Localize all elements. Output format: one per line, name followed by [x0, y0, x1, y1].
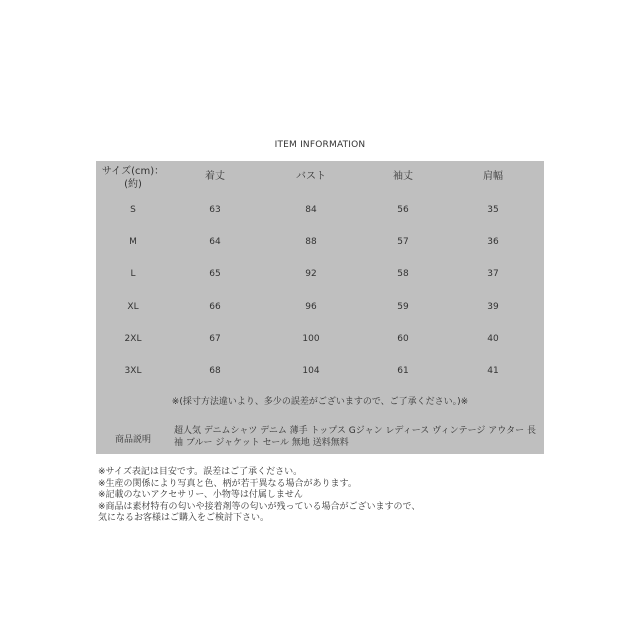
- size-label: L: [130, 269, 136, 279]
- size-table: [96, 161, 544, 454]
- length-value: 63: [209, 205, 221, 215]
- table-row: [96, 365, 544, 385]
- table-row: [96, 333, 544, 353]
- shoulder-value: 35: [487, 205, 499, 215]
- bust-value: 92: [305, 269, 317, 279]
- header-size-line1: サイズ(cm)：: [101, 166, 165, 177]
- sleeve-value: 56: [397, 205, 409, 215]
- table-row: [96, 204, 544, 224]
- header-size: [96, 165, 170, 191]
- shoulder-value: 39: [487, 302, 499, 312]
- shoulder-value: 37: [487, 269, 499, 279]
- footnote: 気になるお客様はご購入をご検討下さい。: [98, 513, 270, 523]
- bust-value: 96: [305, 302, 317, 312]
- length-value: 66: [209, 302, 221, 312]
- bust-value: 84: [305, 205, 317, 215]
- header-length: 着丈: [205, 171, 225, 182]
- length-value: 67: [209, 334, 221, 344]
- table-row: [96, 268, 544, 288]
- bust-value: 104: [302, 366, 320, 376]
- sleeve-value: 58: [397, 269, 409, 279]
- item-information-title: ITEM INFORMATION: [274, 140, 366, 150]
- description-label: 商品説明: [114, 435, 151, 445]
- length-value: 68: [209, 366, 221, 376]
- footnotes: [98, 467, 558, 525]
- size-label: 2XL: [124, 334, 142, 344]
- sleeve-value: 61: [397, 366, 409, 376]
- header-shoulder: 肩幅: [483, 171, 503, 182]
- description-text: 超人気 デニムシャツ デニム 薄手 トップス Gジャン レディース ヴィンテージ アウター 長袖 ブルー ジャケット セール 無地 送料無料: [174, 426, 537, 448]
- table-row: [96, 301, 544, 321]
- sleeve-value: 57: [397, 237, 409, 247]
- footnote: ※サイズ表記は目安です。誤差はご了承ください。: [98, 467, 303, 477]
- shoulder-value: 36: [487, 237, 499, 247]
- sleeve-value: 59: [397, 302, 409, 312]
- header-sleeve: 袖丈: [393, 171, 413, 182]
- length-value: 64: [209, 237, 221, 247]
- size-label: S: [130, 205, 136, 215]
- header-bust: バスト: [296, 171, 326, 182]
- size-label: XL: [127, 302, 139, 312]
- footnote: ※生産の関係により写真と色、柄が若干異なる場合があります。: [98, 478, 357, 489]
- footnote: ※記載のないアクセサリー、小物等は付属しません: [98, 490, 303, 500]
- table-header-row: [96, 165, 544, 190]
- bust-value: 100: [302, 334, 320, 344]
- size-label: M: [129, 237, 137, 247]
- measurement-note: ※(採寸方法違いより、多少の誤差がございますので、ご了承ください。)※: [171, 397, 469, 407]
- size-label: 3XL: [124, 366, 142, 376]
- sleeve-value: 60: [397, 334, 409, 344]
- length-value: 65: [209, 269, 221, 279]
- header-size-line2: (約): [124, 179, 142, 190]
- bust-value: 88: [305, 237, 317, 247]
- footnote: ※商品は素材特有の匂いや接着剤等の匂いが残っている場合がございますので、: [98, 501, 421, 512]
- shoulder-value: 40: [487, 334, 499, 344]
- shoulder-value: 41: [487, 366, 499, 376]
- table-row: [96, 236, 544, 256]
